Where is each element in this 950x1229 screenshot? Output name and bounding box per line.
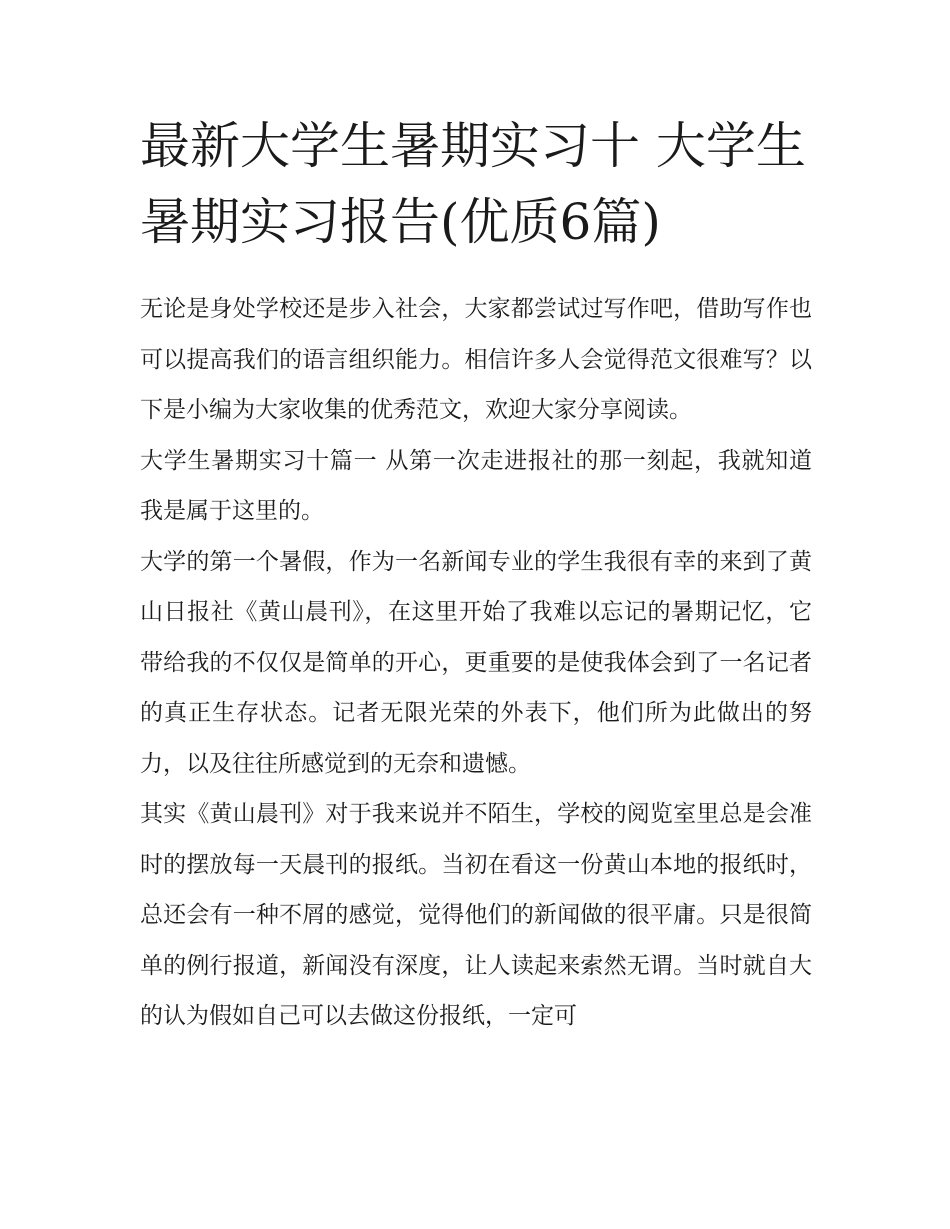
paragraph-section-one-heading: 大学生暑期实习十篇一 从第一次走进报社的那一刻起，我就知道我是属于这里的。: [140, 447, 812, 524]
document-page: [140, 108, 812, 1042]
document-title: 最新大学生暑期实习十 大学生暑期实习报告(优质6篇): [140, 117, 806, 251]
paragraph-intro: 无论是身处学校还是步入社会，大家都尝试过写作吧，借助写作也可以提高我们的语言组织能力。相信许多人会觉得范文很难写？以下是小编为大家收集的优秀范文，欢迎大家分享阅读。: [140, 296, 812, 423]
paragraph-first-summer: 大学的第一个暑假，作为一名新闻专业的学生我很有幸的来到了黄山日报社《黄山晨刊》，在这里开始了我难以忘记的暑期记忆，它带给我的不仅仅是简单的开心，更重要的是使我体会到了一名记者的真正生存状态。记者无限光荣的外表下，他们所为此做出的努力，以及往往所感觉到的无奈和遗憾。: [140, 548, 812, 777]
paragraph-morning-paper: 其实《黄山晨刊》对于我来说并不陌生，学校的阅览室里总是会准时的摆放每一天晨刊的报纸。当初在看这一份黄山本地的报纸时，总还会有一种不屑的感觉，觉得他们的新闻做的很平庸。只是很简单的例行报道，新闻没有深度，让人读起来索然无谓。当时就自大的认为假如自己可以去做这份报纸，一定可: [140, 801, 812, 1029]
